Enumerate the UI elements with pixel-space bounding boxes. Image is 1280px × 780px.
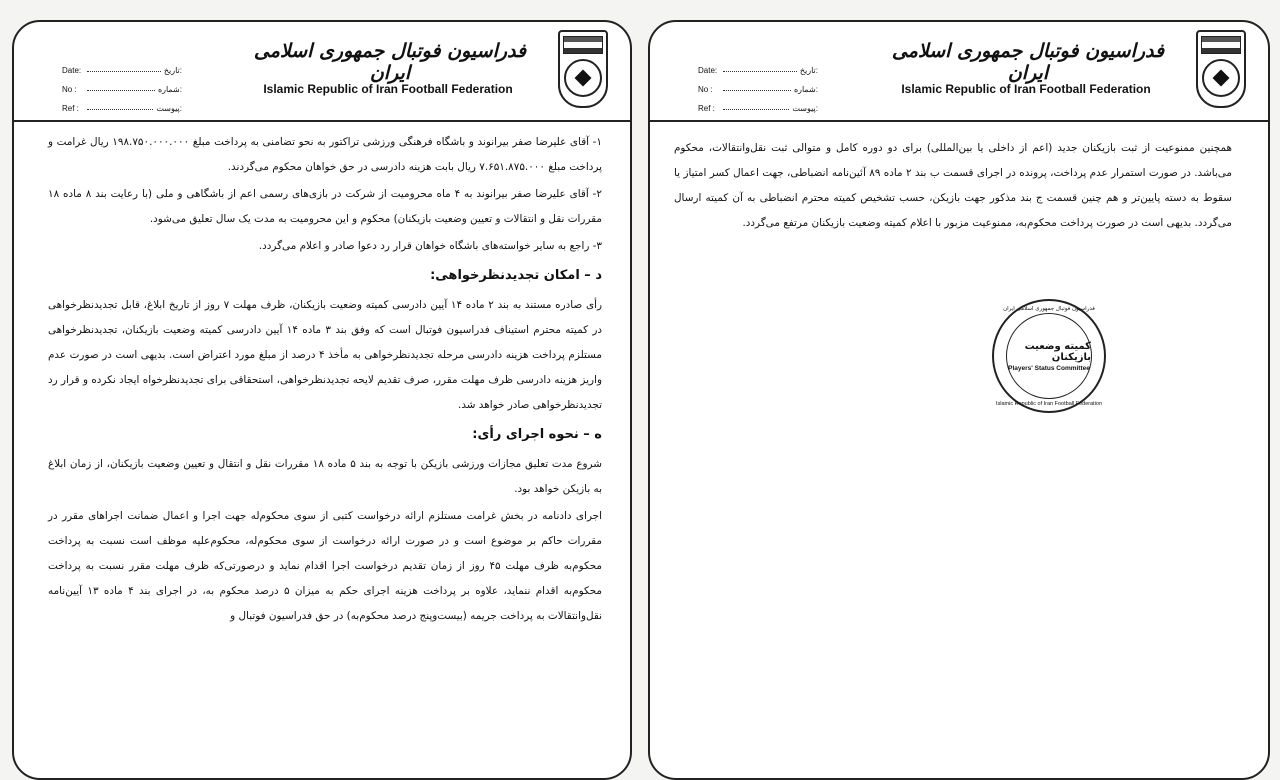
appeal-paragraph: رأی صادره مستند به بند ۲ ماده ۱۴ آیین دادرسی کمیته وضعیت بازیکنان، ظرف مهلت ۷ روز از تاریخ ابلاغ، قابل تجدیدنظرخواهی در کمیته محترم استیناف فدراسیون فوتبال است که وفق بند ۳ ماده ۱۴ آیین دادرسی کمیته وضعیت بازیکنان، تجدیدنظرخواهی مستلزم پرداخت هزینه دادرسی مرحله تجدیدنظرخواهی به مأخذ ۴ درصد از مبلغ مورد اعتراض است. بدیهی است در صورت عدم واریز هزینه دادرسی ظرف مهلت مقرر، صرف تقدیم لایحه تجدیدنظرخواهی، استحقاقی برای تجدیدنظرخواه ایجاد نکرده و قرار رد تجدیدنظرخواهی صادر خواهد شد. xyxy=(48,299,603,411)
letter-meta xyxy=(698,56,818,113)
section-heading-appeal: د – امکان تجدیدنظرخواهی: xyxy=(430,268,602,283)
letterhead xyxy=(14,22,630,120)
letter-page-right xyxy=(648,20,1270,780)
meta-ref-row: Ref : پیوست: xyxy=(698,104,818,113)
meta-number-row: No : شماره: xyxy=(62,85,182,94)
execution-paragraph-2: اجرای دادنامه در بخش غرامت مستلزم ارائه درخواست کتبی از سوی محکوم‌له جهت اجرا و اعمال ضمانت اجراهای مقرر در مقررات حاکم بر موضوع است و در صورت ارائه درخواست از سوی محکوم‌له، محکوم‌علیه موظف است نسبت به پرداخت محکوم‌به ظرف مهلت ۴۵ روز از زمان تقدیم درخواست اجرا اقدام نماید و درصورتی‌که ظرف مهلت مقرر نسبت به پرداخت محکوم‌به اقدام ننماید، علاوه بر پرداخت هزینه اجرای حکم به میزان ۵ درصد محکوم به، در اجرای بند ۴ ماده ۱۳ آیین‌نامه نقل‌وانتقالات به پرداخت جریمه (بیست‌وپنج درصد محکوم‌به) در حق فدراسیون فوتبال و xyxy=(48,510,602,622)
stamp-ring-en: Islamic Republic of Iran Football Federation xyxy=(995,401,1103,407)
federation-title-en: Islamic Republic of Iran Football Federation xyxy=(901,82,1151,96)
verdict-item-2: ۲- آقای علیرضا صفر بیرانوند به ۴ ماه محرومیت از شرکت در بازی‌های رسمی اعم از باشگاهی و ملی (با رعایت بند ۸ ماده ۱۸ مقررات نقل و انتقالات و تعیین وضعیت بازیکنان) محکوم و این محرومیت به مدت یک سال تعلیق می‌شود. xyxy=(48,188,602,225)
committee-stamp-icon xyxy=(992,299,1106,413)
federation-title-en: Islamic Republic of Iran Football Federation xyxy=(263,82,513,96)
verdict-item-3: ۳- راجع به سایر خواسته‌های باشگاه خواهان قرار رد دعوا صادر و اعلام می‌گردد. xyxy=(258,240,602,252)
header-divider xyxy=(14,120,630,122)
stamp-committee-fa: کمیته وضعیت بازیکنان xyxy=(1024,340,1091,363)
execution-paragraph-1: شروع مدت تعلیق مجازات ورزشی بازیکن با توجه به بند ۵ ماده ۱۸ مقررات نقل و انتقال و تعیین وضعیت بازیکنان، از زمان ابلاغ به بازیکن خواهد بود. xyxy=(48,458,602,495)
continuation-paragraph: همچنین ممنوعیت از ثبت بازیکنان جدید (اعم از داخلی یا بین‌المللی) برای دو دوره کامل و متوالی ثبت نقل‌وانتقالات، محکوم می‌باشد. در صورت استمرار عدم پرداخت، پرونده در اجرای قسمت ب بند ۲ ماده ۸۹ آئین‌نامه انضباطی، جهت اعمال کسر امتیاز یا سقوط به دسته پایین‌تر و هم چنین قسمت ج بند مذکور جهت بازیکن، حسب تشخیص کمیته محترم انضباطی به آن کمیته ارسال می‌گردد. بدیهی است در صورت پرداخت محکوم‌به، ممنوعیت مزبور با اعلام کمیته وضعیت بازیکنان مرتفع می‌گردد. xyxy=(674,142,1232,229)
meta-date-row: Date: تاریخ: xyxy=(62,66,182,75)
letter-meta xyxy=(62,56,182,113)
stamp-ring-fa: فدراسیون فوتبال جمهوری اسلامی ایران xyxy=(1003,306,1095,312)
section-heading-execution: ه – نحوه اجرای رأی: xyxy=(472,427,602,442)
federation-title-fa: فدراسیون فوتبال جمهوری اسلامی ایران xyxy=(253,40,527,84)
letter-body xyxy=(674,136,1232,238)
letter-body xyxy=(48,130,602,631)
meta-date-row: Date: تاریخ: xyxy=(698,66,818,75)
federation-logo-icon xyxy=(558,30,608,108)
stamp-committee-en: Players' Status Committee xyxy=(1008,364,1090,372)
letterhead xyxy=(650,22,1268,120)
header-divider xyxy=(650,120,1268,122)
federation-logo-icon xyxy=(1196,30,1246,108)
verdict-item-1: ۱- آقای علیرضا صفر بیرانوند و باشگاه فرهنگی ورزشی تراکتور به نحو تضامنی به پرداخت مبلغ ۱۹۸.۷۵۰.۰۰۰.۰۰۰ ریال غرامت و پرداخت مبلغ ۷.۶۵۱.۸۷۵.۰۰۰ ریال بابت هزینه دادرسی در حق خواهان محکوم می‌گردند. xyxy=(48,136,603,173)
letter-page-left xyxy=(12,20,632,780)
meta-number-row: No : شماره: xyxy=(698,85,818,94)
meta-ref-row: Ref : پیوست: xyxy=(62,104,182,113)
federation-title-fa: فدراسیون فوتبال جمهوری اسلامی ایران xyxy=(891,40,1165,84)
